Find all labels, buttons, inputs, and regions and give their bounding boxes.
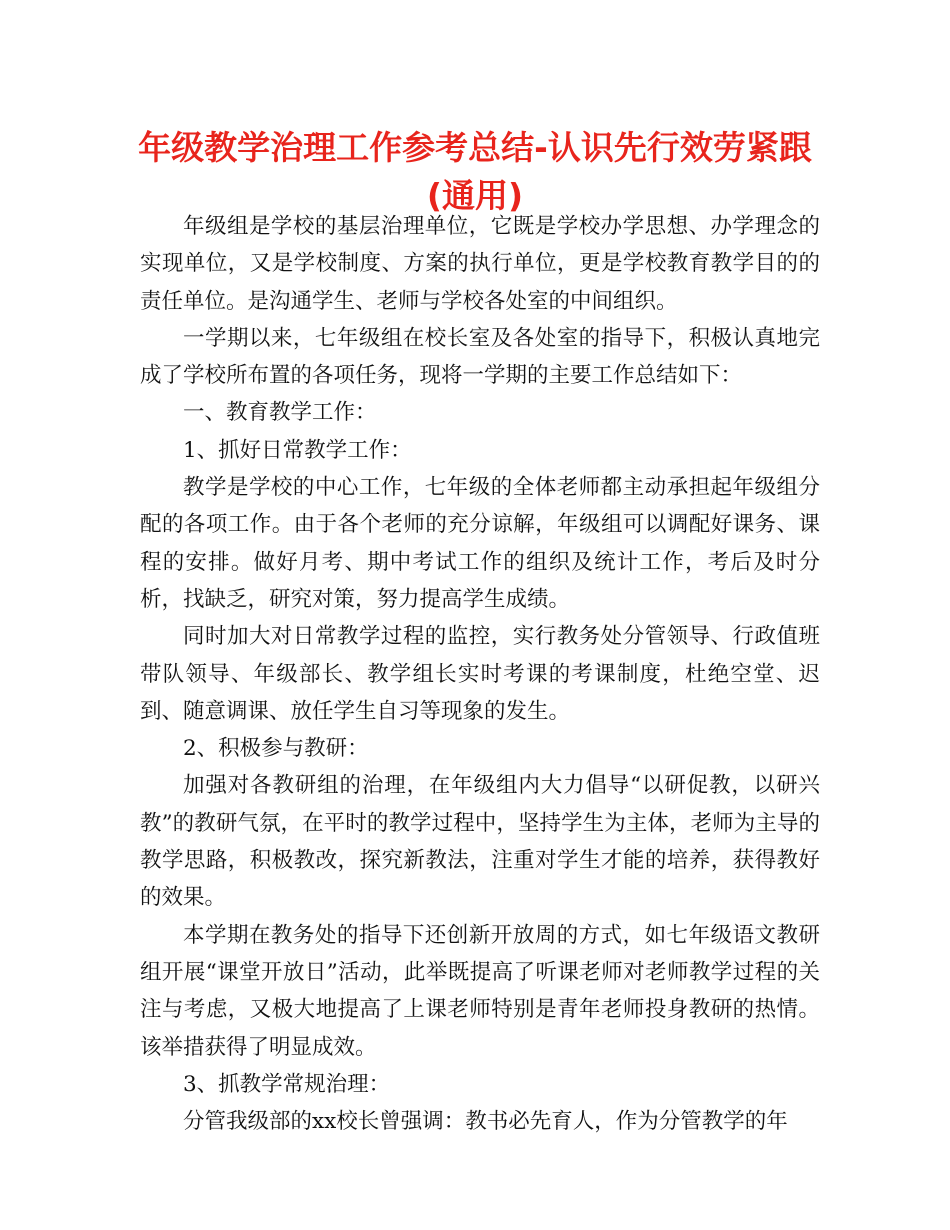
section-heading: 一、教育教学工作：	[183, 400, 377, 426]
document-body	[140, 208, 820, 1140]
subsection-heading: 3、抓教学常规治理：	[183, 1071, 391, 1097]
paragraph: 同时加大对日常教学过程的监控，实行教务处分管领导、行政值班带队领导、年级部长、教学组长实时考课的考课制度，杜绝空堂、迟到、随意调课、放任学生自习等现象的发生。	[140, 624, 820, 724]
paragraph: 分管我级部的xx校长曾强调：教书必先育人，作为分管教学的年	[183, 1109, 788, 1135]
document-title: 年级教学治理工作参考总结-认识先行效劳紧跟	[138, 128, 812, 167]
subsection-heading: 1、抓好日常教学工作：	[183, 437, 412, 463]
paragraph: 年级组是学校的基层治理单位，它既是学校办学思想、办学理念的实现单位，又是学校制度、方案的执行单位，更是学校教育教学目的的责任单位。是沟通学生、老师与学校各处室的中间组织。	[140, 214, 820, 314]
paragraph: 本学期在教务处的指导下还创新开放周的方式，如七年级语文教研组开展“课堂开放日”活动，此举既提高了听课老师对老师教学过程的关注与考虑，又极大地提高了上课老师特别是青年老师投身教研的热情。该举措获得了明显成效。	[140, 922, 820, 1060]
subsection-heading: 2、积极参与教研：	[183, 736, 369, 762]
document-title-suffix: (通用)	[426, 176, 524, 215]
paragraph: 加强对各教研组的治理，在年级组内大力倡导“以研促教，以研兴教”的教研气氛，在平时的教学过程中，坚持学生为主体，老师为主导的教学思路，积极教改，探究新教法，注重对学生才能的培养，获得教好的效果。	[140, 773, 820, 911]
paragraph: 教学是学校的中心工作，七年级的全体老师都主动承担起年级组分配的各项工作。由于各个老师的充分谅解，年级组可以调配好课务、课程的安排。做好月考、期中考试工作的组织及统计工作，考后及时分析，找缺乏，研究对策，努力提高学生成绩。	[140, 475, 820, 612]
paragraph: 一学期以来，七年级组在校长室及各处室的指导下，积极认真地完成了学校所布置的各项任务，现将一学期的主要工作总结如下：	[140, 325, 820, 389]
